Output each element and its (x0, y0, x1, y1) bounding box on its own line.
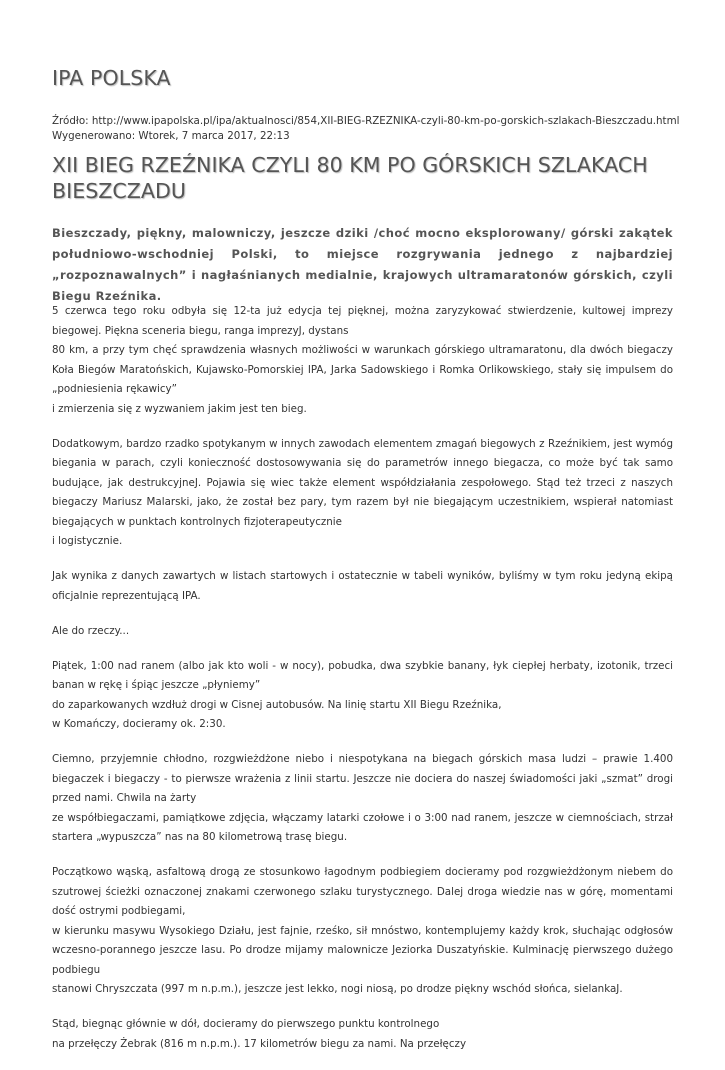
paragraph-line: stanowi Chryszczata (997 m n.p.m.), jeszcze jest lekko, nogi niosą, po drodze piękny wschód słońca, sielankaJ. (52, 983, 623, 995)
paragraph-line: 5 czerwca tego roku odbyła się 12-ta już edycja tej pięknej, można zaryzykować stwierdzenie, kultowej imprezy biegowej. Piękna sceneria biegu, ranga imprezyJ, dystans (52, 305, 673, 337)
generated-date: Wygenerowano: Wtorek, 7 marca 2017, 22:13 (52, 129, 290, 142)
paragraph-line: ze współbiegaczami, pamiątkowe zdjęcia, włączamy latarki czołowe i o 3:00 nad ranem, jeszcze w ciemnościach, strzał startera „wypuszcza” nas na 80 kilometrową trasę biegu. (52, 811, 673, 843)
paragraph-line: Początkowo wąską, asfaltową drogą ze stosunkowo łagodnym podbiegiem docieramy pod rozgwieżdżonym niebem do szutrowej ścieżki oznaczonej znakami czerwonego szlaku turystycznego. Dalej droga wiedzie nas w górę, momentami dość ostrymi podbiegami, (52, 866, 673, 917)
article-paragraph (52, 567, 673, 606)
paragraph-line: w kierunku masywu Wysokiego Działu, jest fajnie, rześko, sił mnóstwo, kontemplujemy każdy krok, słuchając odgłosów wczesno-porannego jeszcze lasu. Po drodze mijamy malownicze Jeziorka Duszatyńskie. Kulminację pierwszego dużego podbiegu (52, 924, 673, 976)
article-paragraph (52, 863, 673, 1000)
document-meta (52, 114, 680, 143)
article-paragraph (52, 750, 673, 848)
paragraph-line: Piątek, 1:00 nad ranem (albo jak kto woli - w nocy), pobudka, dwa szybkie banany, łyk ciepłej herbaty, izotonik, trzeci banan w rękę i śpiąc jeszcze „płyniemy” (52, 659, 673, 691)
paragraph-line: i zmierzenia się z wyzwaniem jakim jest ten bieg. (52, 402, 307, 415)
paragraph-line: Ciemno, przyjemnie chłodno, rozgwieżdżone niebo i niespotykana na biegach górskich masa ludzi – prawie 1.400 biegaczek i biegaczy - to pierwsze wrażenia z linii startu. Jeszcze nie dociera do naszej świadomości jaki „szmat” drogi przed nami. Chwila na żarty (52, 753, 673, 804)
article-paragraph (52, 435, 673, 552)
site-title: IPA POLSKA (52, 66, 171, 90)
paragraph-line: 80 km, a przy tym chęć sprawdzenia własnych możliwości w warunkach górskiego ultramaratonu, dla dwóch biegaczy Koła Biegów Maratońskich, Kujawsko-Pomorskiej IPA, Jarka Sadowskiego i Romka Orlikowskiego, stały się impulsem do „podniesienia rękawicy” (52, 344, 673, 395)
paragraph-line: w Komańczy, docieramy ok. 2:30. (52, 718, 226, 730)
paragraph-line: Ale do rzeczy... (52, 624, 130, 637)
paragraph-line: na przełęczy Żebrak (816 m n.p.m.). 17 kilometrów biegu za nami. Na przełęczy (52, 1037, 467, 1050)
paragraph-line: Dodatkowym, bardzo rzadko spotykanym w innych zawodach elementem zmagań biegowych z Rzeźnikiem, jest wymóg biegania w parach, czyli konieczność dostosowywania się do parametrów innego biegacza, co może być tak samo budujące, jak destrukcyjneJ. Pojawia się wiec także element współdziałania zespołowego. Stąd też trzeci z naszych biegaczy Mariusz Malarski, jako, że został bez pary, tym razem był nie biegającym uczestnikiem, wspierał natomiast biegających w punktach kontrolnych fizjoterapeutycznie (52, 437, 673, 528)
source-url: Źródło: http://www.ipapolska.pl/ipa/aktualnosci/854,XII-BIEG-RZEZNIKA-czyli-80-km-po-gorskich-szlakach-Bieszczadu.html (52, 115, 680, 127)
article-paragraph (52, 622, 673, 642)
article-paragraph (52, 302, 673, 419)
paragraph-line: do zaparkowanych wzdłuż drogi w Cisnej autobusów. Na linię startu XII Biegu Rzeźnika, (52, 698, 502, 711)
article-body (52, 302, 673, 1070)
article-paragraph (52, 1015, 673, 1054)
article-title: XII BIEG RZEŹNIKA CZYLI 80 KM PO GÓRSKICH SZLAKACH BIESZCZADU (52, 153, 648, 203)
article-lead: Bieszczady, piękny, malowniczy, jeszcze dziki /choć mocno eksplorowany/ górski zakątek południowo-wschodniej Polski, to miejsce rozgrywania jednego z najbardziej „rozpoznawalnych” i nagłaśnianych medialnie, krajowych ultramaratonów górskich, czyli Biegu Rzeźnika. (52, 226, 673, 303)
paragraph-line: Stąd, biegnąc głównie w dół, docieramy do pierwszego punktu kontrolnego (52, 1018, 440, 1030)
paragraph-line: Jak wynika z danych zawartych w listach startowych i ostatecznie w tabeli wyników, byliśmy w tym roku jedyną ekipą oficjalnie reprezentującą IPA. (52, 570, 673, 602)
paragraph-line: i logistycznie. (52, 535, 123, 547)
article-paragraph (52, 657, 673, 735)
